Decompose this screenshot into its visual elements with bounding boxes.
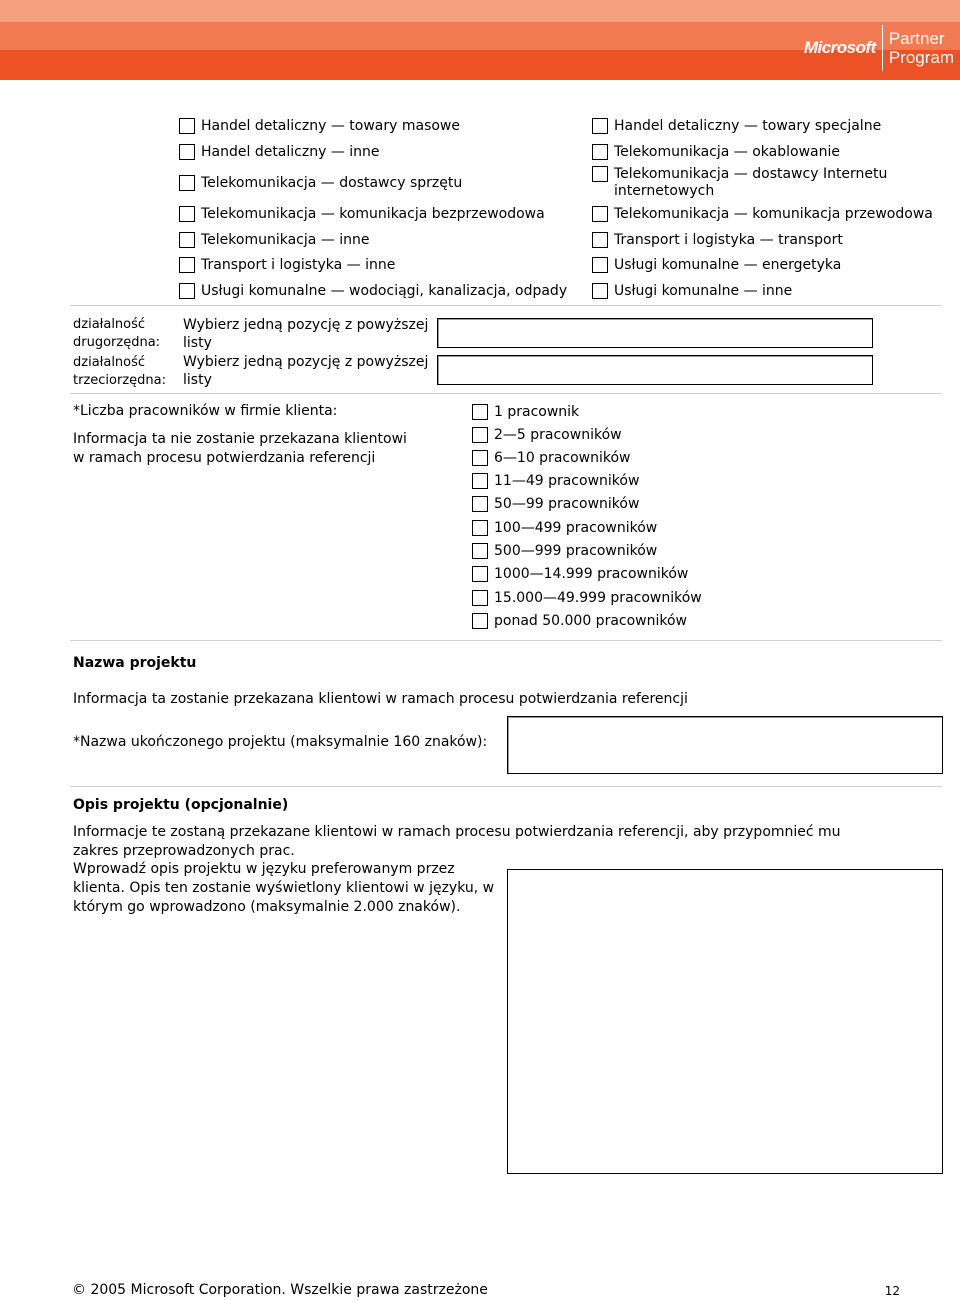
header-banner (0, 0, 960, 80)
checkbox[interactable] (179, 144, 195, 160)
industry-option[interactable] (592, 232, 843, 249)
employee-option[interactable] (472, 496, 639, 513)
employee-option-label: ponad 50.000 pracowników (494, 613, 687, 629)
industry-label: Telekomunikacja — dostawcy Internetu internetowych (614, 166, 888, 199)
employee-option-label: 15.000—49.999 pracowników (494, 590, 702, 606)
tertiary-activity-label: działalność trzeciorzędna: (73, 355, 166, 388)
employee-option-label: 500—999 pracowników (494, 543, 658, 559)
employees-label: *Liczba pracowników w firmie klienta: (73, 403, 338, 419)
industry-label: Transport i logistyka — inne (201, 257, 396, 273)
description-note: Informacje te zostaną przekazane klientowi w ramach procesu potwierdzania referencji, aby przypomnieć mu zakres przeprowadzonych prac. (73, 824, 841, 859)
employees-note: Informacja ta nie zostanie przekazana klientowi w ramach procesu potwierdzania referencji (73, 431, 407, 466)
employee-option[interactable] (472, 450, 631, 467)
checkbox[interactable] (472, 473, 488, 489)
industry-option[interactable] (179, 257, 395, 274)
logo-separator (882, 25, 883, 71)
divider (70, 305, 942, 306)
checkbox[interactable] (472, 613, 488, 629)
employee-option-label: 1000—14.999 pracowników (494, 566, 689, 582)
divider (70, 393, 942, 394)
copyright-notice: © 2005 Microsoft Corporation. Wszelkie prawa zastrzeżone (72, 1282, 488, 1298)
secondary-activity-value: Wybierz jedną pozycję z powyższej listy (183, 317, 429, 351)
industry-option[interactable] (179, 118, 460, 135)
header-band-top (0, 0, 960, 22)
industry-label: Telekomunikacja — komunikacja bezprzewodowa (201, 206, 545, 222)
checkbox[interactable] (472, 520, 488, 536)
employee-option-label: 6—10 pracowników (494, 450, 631, 466)
description-instruction: Wprowadź opis projektu w języku preferowanym przez klienta. Opis ten zostanie wyświetlony klientowi w języku, w którym go wprowadzono (maksymalnie 2.000 znaków). (73, 861, 495, 915)
checkbox[interactable] (592, 206, 608, 222)
industry-label: Usługi komunalne — wodociągi, kanalizacja, odpady (201, 283, 568, 299)
tertiary-activity-input[interactable] (437, 355, 873, 385)
project-name-label: *Nazwa ukończonego projektu (maksymalnie 160 znaków): (73, 734, 488, 750)
industry-label: Telekomunikacja — okablowanie (614, 144, 840, 160)
page-number: 12 (884, 1284, 900, 1298)
checkbox[interactable] (472, 404, 488, 420)
description-heading: Opis projektu (opcjonalnie) (73, 797, 289, 813)
industry-option[interactable] (179, 144, 380, 161)
checkbox[interactable] (592, 283, 608, 299)
industry-option[interactable] (592, 257, 841, 274)
employee-option-label: 2—5 pracowników (494, 427, 622, 443)
project-heading: Nazwa projektu (73, 655, 197, 671)
checkbox[interactable] (179, 175, 195, 191)
industry-option[interactable] (592, 166, 892, 200)
industry-option[interactable] (179, 175, 462, 192)
program-word: Program (888, 48, 954, 67)
checkbox[interactable] (179, 257, 195, 273)
checkbox[interactable] (472, 590, 488, 606)
divider (70, 786, 942, 787)
divider (70, 640, 942, 641)
industry-label: Telekomunikacja — inne (201, 232, 370, 248)
microsoft-wordmark: Microsoft (803, 38, 876, 57)
checkbox[interactable] (472, 566, 488, 582)
description-textarea[interactable] (507, 869, 943, 1174)
employee-option[interactable] (472, 427, 622, 444)
employee-option-label: 100—499 pracowników (494, 520, 658, 536)
industry-label: Usługi komunalne — inne (614, 283, 793, 299)
employee-option-label: 11—49 pracowników (494, 473, 640, 489)
industry-label: Handel detaliczny — inne (201, 144, 380, 160)
industry-label: Transport i logistyka — transport (614, 232, 843, 248)
employee-option[interactable] (472, 543, 657, 560)
industry-label: Telekomunikacja — dostawcy sprzętu (201, 175, 463, 191)
checkbox[interactable] (592, 118, 608, 134)
industry-option[interactable] (592, 144, 840, 161)
employee-option-label: 1 pracownik (494, 404, 580, 420)
industry-option[interactable] (592, 206, 933, 223)
partner-program-text (889, 29, 954, 67)
industry-option[interactable] (592, 118, 881, 135)
partner-word: Partner (888, 29, 945, 48)
industry-option[interactable] (592, 283, 792, 300)
industry-label: Usługi komunalne — energetyka (614, 257, 842, 273)
employee-option-label: 50—99 pracowników (494, 496, 640, 512)
microsoft-partner-logo (804, 22, 954, 74)
checkbox[interactable] (592, 144, 608, 160)
industry-option[interactable] (179, 283, 567, 300)
checkbox[interactable] (179, 232, 195, 248)
checkbox[interactable] (179, 206, 195, 222)
employee-option[interactable] (472, 613, 687, 630)
industry-label: Handel detaliczny — towary specjalne (614, 118, 882, 134)
employee-option[interactable] (472, 473, 639, 490)
project-name-input[interactable] (507, 716, 943, 774)
employee-option[interactable] (472, 520, 657, 537)
industry-option[interactable] (179, 206, 545, 223)
checkbox[interactable] (179, 118, 195, 134)
industry-label: Telekomunikacja — komunikacja przewodowa (614, 206, 933, 222)
secondary-activity-input[interactable] (437, 318, 873, 348)
employee-option[interactable] (472, 404, 579, 421)
project-note: Informacja ta zostanie przekazana klientowi w ramach procesu potwierdzania referencji (73, 691, 688, 707)
checkbox[interactable] (179, 283, 195, 299)
employee-option[interactable] (472, 566, 688, 583)
checkbox[interactable] (472, 496, 488, 512)
checkbox[interactable] (472, 543, 488, 559)
secondary-activity-label: działalność drugorzędna: (73, 317, 161, 350)
employee-option[interactable] (472, 590, 702, 607)
industry-option[interactable] (179, 232, 370, 249)
checkbox[interactable] (592, 257, 608, 273)
checkbox[interactable] (592, 166, 608, 182)
tertiary-activity-value: Wybierz jedną pozycję z powyższej listy (183, 354, 429, 388)
industry-label: Handel detaliczny — towary masowe (201, 118, 460, 134)
checkbox[interactable] (472, 450, 488, 466)
checkbox[interactable] (592, 232, 608, 248)
checkbox[interactable] (472, 427, 488, 443)
